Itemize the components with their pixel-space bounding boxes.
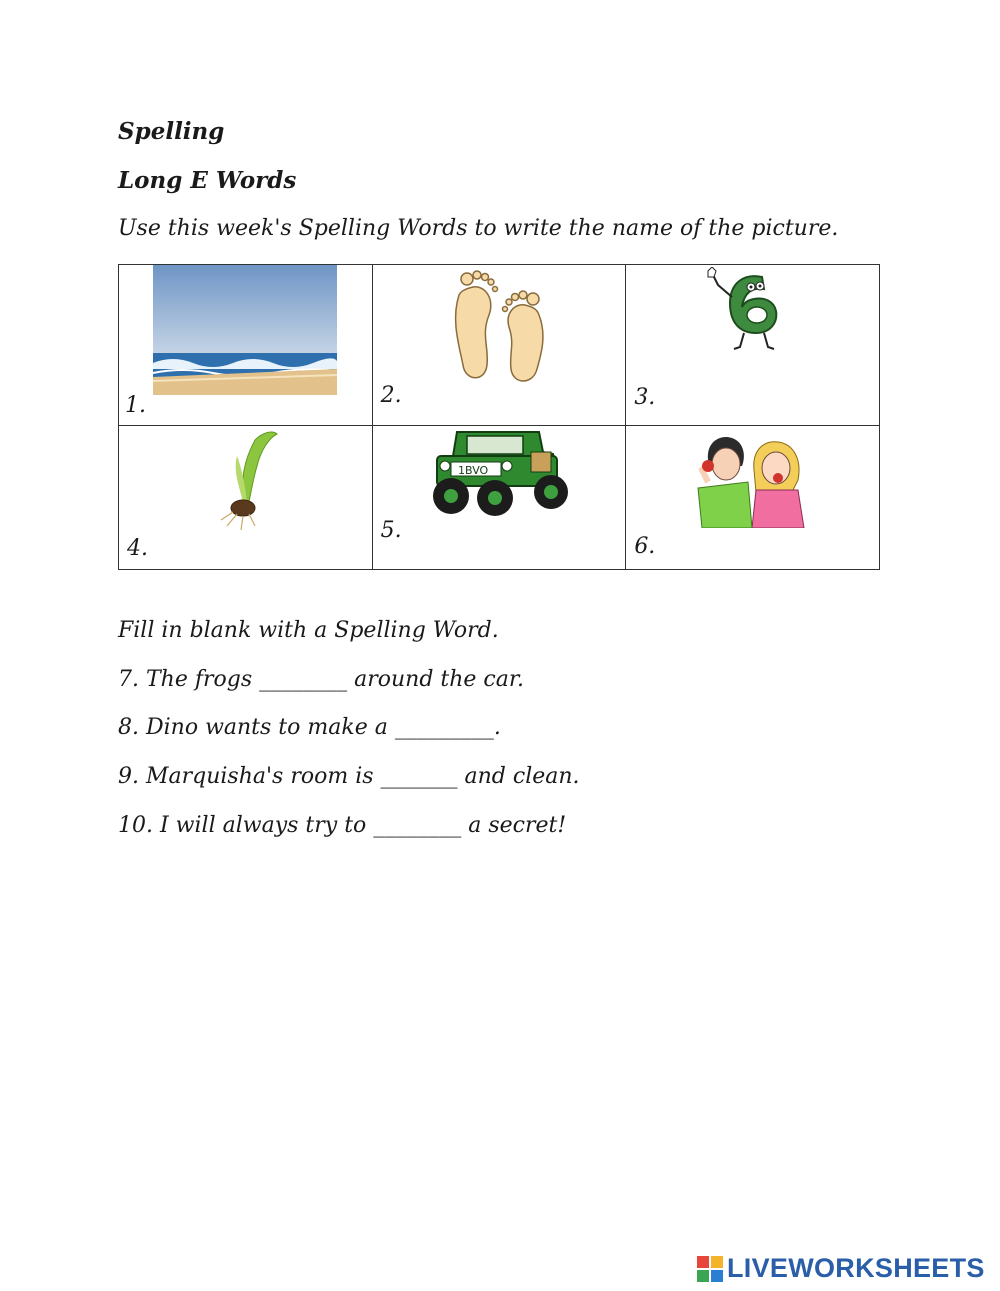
picture-number: 3.	[634, 385, 656, 410]
green-jeep-picture	[427, 426, 577, 520]
picture-cell-2	[372, 265, 626, 426]
logo-text: LIVEWORKSHEETS	[727, 1253, 985, 1283]
children-eating-picture	[692, 430, 814, 528]
worksheet-title: Spelling	[118, 118, 225, 145]
worksheet-subtitle: Long E Words	[118, 167, 297, 194]
picture-cell-3	[626, 265, 880, 426]
picture-table	[118, 264, 880, 570]
number-six-character-picture	[704, 267, 804, 357]
fill-instruction: Fill in blank with a Spelling Word.	[118, 618, 499, 643]
picture-number: 5.	[380, 518, 402, 543]
picture-cell-6	[626, 426, 880, 570]
sentence-7: 7. The frogs ________ around the car.	[118, 667, 524, 692]
picture-cell-1	[119, 265, 373, 426]
feet-picture	[445, 265, 553, 387]
picture-number: 4.	[127, 536, 148, 561]
picture-cell-4	[119, 426, 373, 570]
picture-number: 6.	[634, 534, 656, 559]
svg-text:1BVO: 1BVO	[457, 464, 488, 477]
sentence-9: 9. Marquisha's room is _______ and clean.	[118, 764, 580, 789]
picture-instruction: Use this week's Spelling Words to write the name of the picture.	[118, 216, 839, 241]
logo-blocks-icon	[697, 1256, 723, 1282]
picture-cell-5	[372, 426, 626, 570]
picture-number: 1.	[125, 393, 146, 418]
sprouting-seed-picture	[197, 426, 293, 536]
liveworksheets-logo	[697, 1253, 985, 1284]
sentence-8: 8. Dino wants to make a _________.	[118, 715, 501, 740]
picture-number: 2.	[380, 383, 402, 408]
ocean-beach-picture	[153, 265, 337, 395]
sentence-10: 10. I will always try to ________ a secret!	[118, 813, 567, 838]
